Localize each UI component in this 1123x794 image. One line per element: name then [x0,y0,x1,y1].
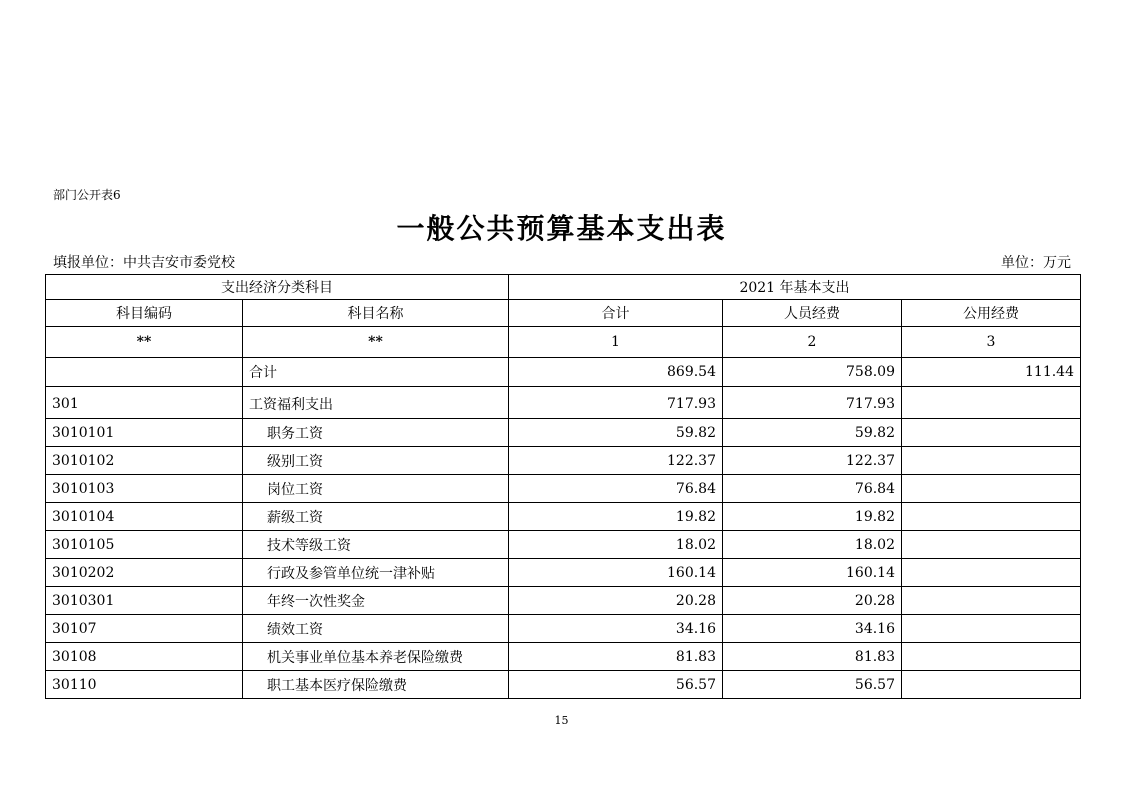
row-name: 级别工资 [243,447,509,475]
row-personnel: 160.14 [723,559,902,587]
row-name: 行政及参管单位统一津补贴 [243,559,509,587]
row-personnel: 56.57 [723,671,902,699]
total-personnel: 758.09 [723,358,902,387]
row-name: 职工基本医疗保险缴费 [243,671,509,699]
row-personnel: 19.82 [723,503,902,531]
row-code: 3010105 [46,531,243,559]
row-public [902,475,1081,503]
index-1: 1 [509,327,723,358]
table-row [46,475,1081,503]
row-name: 工资福利支出 [243,387,509,419]
row-public [902,447,1081,475]
header-column-row [46,300,1081,327]
total-name: 合计 [243,358,509,387]
table-row [46,671,1081,699]
header-personnel: 人员经费 [723,300,902,327]
header-group-row [46,275,1081,300]
row-public [902,615,1081,643]
row-name: 技术等级工资 [243,531,509,559]
total-code-cell [46,358,243,387]
row-total: 34.16 [509,615,723,643]
table-row [46,559,1081,587]
header-group-economic: 支出经济分类科目 [46,275,509,300]
row-code: 3010103 [46,475,243,503]
row-code: 3010102 [46,447,243,475]
header-public: 公用经费 [902,300,1081,327]
row-name: 机关事业单位基本养老保险缴费 [243,643,509,671]
table-row [46,387,1081,419]
table-row [46,587,1081,615]
row-total: 20.28 [509,587,723,615]
row-total: 18.02 [509,531,723,559]
row-total: 76.84 [509,475,723,503]
header-name: 科目名称 [243,300,509,327]
currency-unit: 单位：万元 [1001,255,1071,271]
row-name: 岗位工资 [243,475,509,503]
index-code: ** [46,327,243,358]
row-code: 301 [46,387,243,419]
row-total: 717.93 [509,387,723,419]
row-personnel: 122.37 [723,447,902,475]
form-number: 部门公开表6 [53,188,121,202]
table-row [46,643,1081,671]
row-personnel: 81.83 [723,643,902,671]
row-public [902,587,1081,615]
row-public [902,387,1081,419]
table-row [46,531,1081,559]
row-personnel: 34.16 [723,615,902,643]
table-row [46,419,1081,447]
row-code: 30110 [46,671,243,699]
row-personnel: 76.84 [723,475,902,503]
page-number: 15 [554,714,569,727]
row-public [902,559,1081,587]
row-code: 3010104 [46,503,243,531]
row-public [902,671,1081,699]
row-name: 薪级工资 [243,503,509,531]
row-name: 年终一次性奖金 [243,587,509,615]
row-code: 30107 [46,615,243,643]
row-code: 3010301 [46,587,243,615]
row-public [902,503,1081,531]
table-row [46,615,1081,643]
row-personnel: 20.28 [723,587,902,615]
index-2: 2 [723,327,902,358]
header-group-2021: 2021 年基本支出 [509,275,1081,300]
table-row [46,503,1081,531]
row-name: 职务工资 [243,419,509,447]
row-name: 绩效工资 [243,615,509,643]
reporting-unit: 填报单位：中共吉安市委党校 [53,255,235,271]
header-total: 合计 [509,300,723,327]
row-personnel: 18.02 [723,531,902,559]
row-total: 81.83 [509,643,723,671]
row-code: 3010202 [46,559,243,587]
budget-table [45,274,1081,699]
row-total: 19.82 [509,503,723,531]
total-total: 869.54 [509,358,723,387]
row-public [902,531,1081,559]
table-row [46,447,1081,475]
row-code: 30108 [46,643,243,671]
row-total: 122.37 [509,447,723,475]
row-code: 3010101 [46,419,243,447]
row-total: 56.57 [509,671,723,699]
total-public: 111.44 [902,358,1081,387]
header-code: 科目编码 [46,300,243,327]
index-3: 3 [902,327,1081,358]
page-title: 一般公共预算基本支出表 [396,212,727,245]
row-public [902,419,1081,447]
row-personnel: 717.93 [723,387,902,419]
row-total: 59.82 [509,419,723,447]
row-total: 160.14 [509,559,723,587]
row-public [902,643,1081,671]
header-index-row [46,327,1081,358]
index-name: ** [243,327,509,358]
row-personnel: 59.82 [723,419,902,447]
total-row [46,358,1081,387]
